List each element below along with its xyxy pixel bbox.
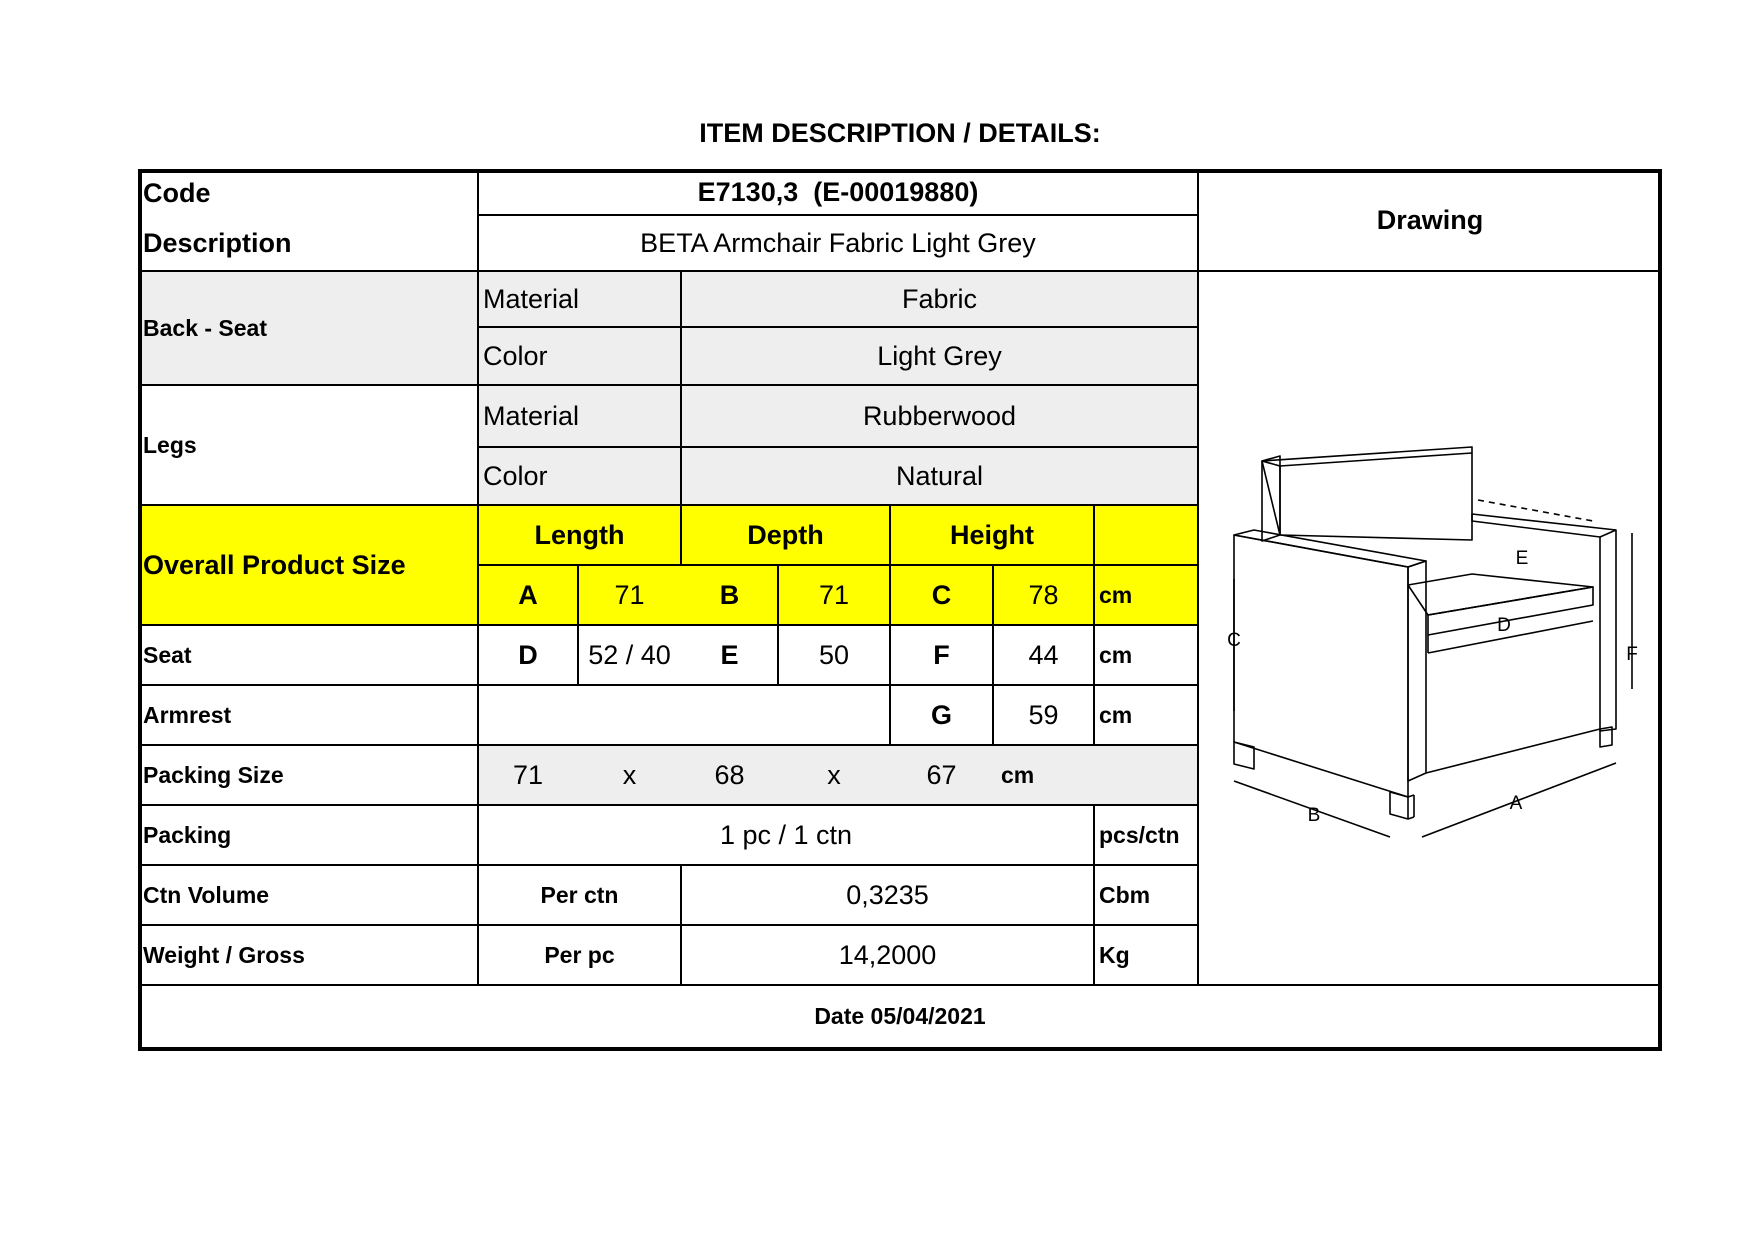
packing-height: 67 [926,759,957,790]
packing-value: 1 pc / 1 ctn [719,819,853,850]
legs-material-label: Material [483,400,580,431]
drawing-label: Drawing [1376,204,1484,235]
packing-size-unit: cm [1001,761,1035,788]
dim-f-label: F [933,639,950,670]
code-value: E7130,3 (E-00019880) [697,176,979,207]
dim-a-value: 71 [614,579,645,610]
packing-width: 68 [714,759,745,790]
armchair-drawing [138,169,1662,1051]
packing-x2: x [827,759,841,790]
dim-f-value: 44 [1028,639,1059,670]
dim-c-value: 78 [1028,579,1059,610]
packing-x1: x [622,759,637,790]
weight-value: 14,2000 [838,939,937,970]
description-value: BETA Armchair Fabric Light Grey [640,227,1036,258]
dim-b-label: B [719,579,740,610]
ctn-volume-per: Per ctn [540,881,619,908]
depth-header: Depth [747,519,824,550]
code-label: Code [143,177,211,208]
dim-d-value: 52 / 40 [588,639,671,670]
item-details-table [138,169,1662,1051]
back-seat-color-label: Color [483,340,548,371]
ctn-volume-label: Ctn Volume [143,881,270,908]
dim-label-b: B [1307,805,1321,826]
dim-c-label: C [931,579,952,610]
description-label: Description [143,227,292,258]
seat-unit: cm [1099,641,1133,668]
packing-size-label: Packing Size [143,761,284,788]
ctn-volume-unit: Cbm [1099,881,1151,908]
dim-e-value: 50 [818,639,850,670]
back-seat-material-label: Material [483,283,580,314]
legs-label: Legs [143,431,197,458]
dim-b-value: 71 [818,579,850,610]
weight-per: Per pc [544,941,615,968]
weight-unit: Kg [1099,941,1130,968]
dim-label-c: C [1227,630,1241,651]
armrest-unit: cm [1099,701,1133,728]
armrest-label: Armrest [143,701,232,728]
dim-label-f: F [1626,644,1638,665]
dim-e-label: E [720,639,739,670]
length-header: Length [534,519,625,550]
dim-d-label: D [518,639,538,670]
overall-unit: cm [1099,581,1133,608]
back-seat-color-value: Light Grey [877,340,1002,371]
legs-color-label: Color [483,460,548,491]
height-header: Height [950,519,1034,550]
legs-material-value: Rubberwood [862,400,1017,431]
packing-label: Packing [143,821,232,848]
dim-g-label: G [930,699,952,730]
page-title: ITEM DESCRIPTION / DETAILS: [699,118,1101,148]
dim-label-a: A [1509,793,1523,814]
dim-label-d: D [1497,615,1511,636]
weight-label: Weight / Gross [143,941,305,968]
overall-size-label: Overall Product Size [143,549,406,580]
dim-label-e: E [1515,548,1529,569]
packing-unit: pcs/ctn [1099,821,1180,848]
dim-a-label: A [518,579,538,610]
seat-label: Seat [143,641,192,668]
back-seat-material-value: Fabric [901,283,977,314]
date: Date 05/04/2021 [814,1002,986,1029]
back-seat-label: Back - Seat [143,314,268,341]
legs-color-value: Natural [895,460,984,491]
dim-g-value: 59 [1028,699,1059,730]
packing-length: 71 [512,759,544,790]
ctn-volume-value: 0,3235 [846,879,929,910]
